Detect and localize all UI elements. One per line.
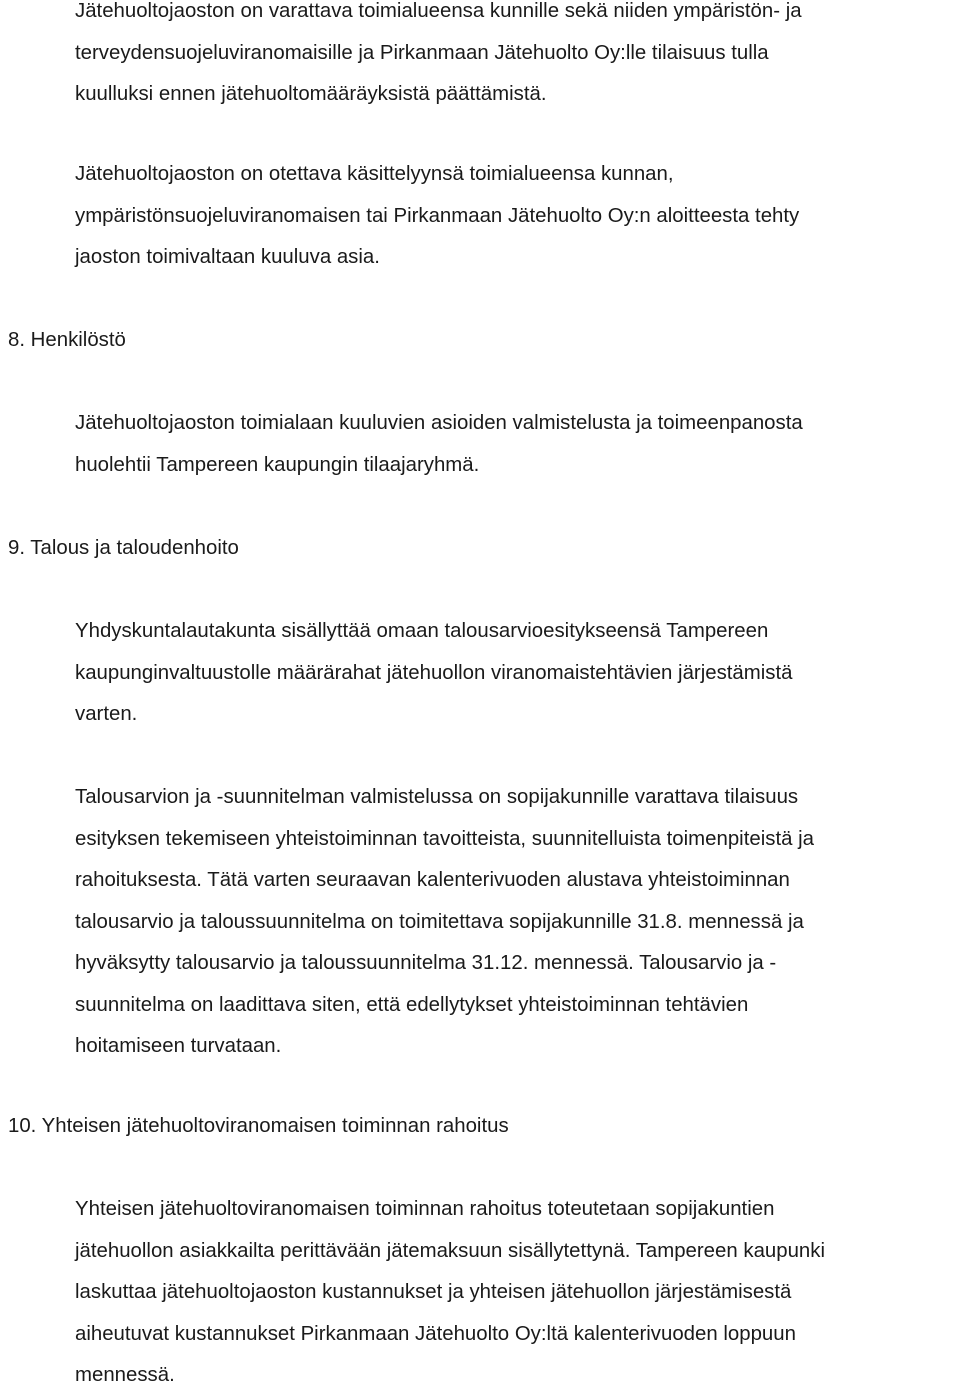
text-line: kaupunginvaltuustolle määrärahat jätehuollon viranomaistehtävien järjestämistä	[75, 661, 793, 684]
text-line: ympäristönsuojeluviranomaisen tai Pirkanmaan Jätehuolto Oy:n aloitteesta tehty	[75, 204, 800, 227]
text-line: terveydensuojeluviranomaisille ja Pirkanmaan Jätehuolto Oy:lle tilaisuus tulla	[75, 41, 769, 64]
section-heading-8	[8, 320, 126, 362]
text-line: Jätehuoltojaoston on otettava käsittelyynsä toimialueensa kunnan,	[75, 163, 674, 185]
text-line: jaoston toimivaltaan kuuluva asia.	[75, 246, 380, 268]
text-line: esityksen tekemiseen yhteistoiminnan tavoitteista, suunnitelluista toimenpiteistä ja	[75, 827, 814, 850]
paragraph-consultation	[75, 0, 802, 116]
text-line: kuulluksi ennen jätehuoltomääräyksistä päättämistä.	[75, 83, 547, 105]
section-heading-10	[8, 1106, 509, 1148]
heading-text: 10. Yhteisen jätehuoltoviranomaisen toiminnan rahoitus	[8, 1115, 509, 1137]
text-line: hyväksytty talousarvio ja taloussuunnitelma 31.12. mennessä. Talousarvio ja -	[75, 952, 777, 974]
text-line: laskuttaa jätehuoltojaoston kustannukset ja yhteisen jätehuollon järjestämisestä	[75, 1281, 792, 1303]
text-line: talousarvio ja taloussuunnitelma on toimitettava sopijakunnille 31.8. mennessä ja	[75, 910, 804, 933]
paragraph-initiative	[75, 154, 799, 279]
text-line: aiheutuvat kustannukset Pirkanmaan Jätehuolto Oy:ltä kalenterivuoden loppuun	[75, 1322, 796, 1345]
heading-text: 8. Henkilöstö	[8, 329, 126, 351]
text-line: varten.	[75, 703, 138, 725]
text-line: hoitamiseen turvataan.	[75, 1035, 282, 1057]
text-line: suunnitelma on laadittava siten, että edellytykset yhteistoiminnan tehtävien	[75, 993, 749, 1016]
text-line: huolehtii Tampereen kaupungin tilaajaryhmä.	[75, 453, 480, 476]
paragraph-staff	[75, 403, 803, 486]
paragraph-budget-planning	[75, 777, 814, 1068]
text-line: mennessä.	[75, 1364, 175, 1386]
text-line: Yhteisen jätehuoltoviranomaisen toiminnan rahoitus toteutetaan sopijakuntien	[75, 1198, 775, 1220]
text-line: Yhdyskuntalautakunta sisällyttää omaan talousarvioesitykseensä Tampereen	[75, 620, 769, 642]
text-line: Jätehuoltojaoston toimialaan kuuluvien asioiden valmistelusta ja toimeenpanosta	[75, 412, 803, 434]
section-heading-9	[8, 528, 239, 570]
text-line: Jätehuoltojaoston on varattava toimialueensa kunnille sekä niiden ympäristön- ja	[75, 0, 802, 22]
text-line: jätehuollon asiakkailta perittävään jätemaksuun sisällytettynä. Tampereen kaupunki	[75, 1239, 825, 1262]
heading-text: 9. Talous ja taloudenhoito	[8, 537, 239, 559]
text-line: rahoituksesta. Tätä varten seuraavan kalenterivuoden alustava yhteistoiminnan	[75, 869, 790, 891]
paragraph-budget-allocation	[75, 611, 793, 736]
paragraph-funding	[75, 1189, 825, 1397]
text-line: Talousarvion ja -suunnitelman valmistelussa on sopijakunnille varattava tilaisuus	[75, 786, 799, 808]
